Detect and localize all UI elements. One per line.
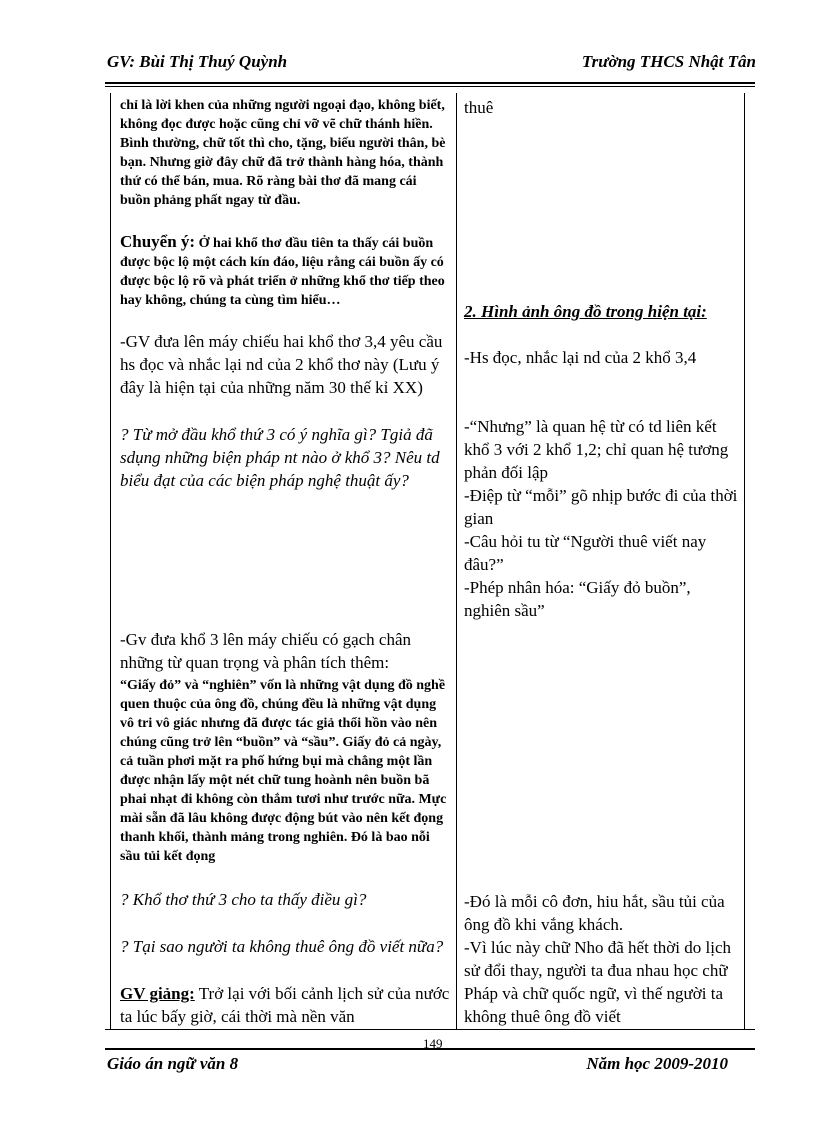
gv-underline-words: -Gv đưa khổ 3 lên máy chiếu có gạch chân những từ quan trọng và phân tích thêm: [120,630,412,672]
transition-label: Chuyển ý: [120,232,196,251]
table-bottom-rule [105,1029,755,1030]
page-number: 149 [423,1036,443,1051]
gv-show-stanzas: -GV đưa lên máy chiếu hai khổ thơ 3,4 yêu cầu hs đọc và nhắc lại nd của 2 khổ thơ này (Lưu ý đây là hiện tại của những năm 30 thế kỉ XX) [120,332,443,397]
question-why-not-hire: ? Tại sao người ta không thuê ông đồ viết nữa? [120,937,444,956]
gv-lecture [120,982,450,1028]
header-rule-thin [105,86,755,87]
analysis-paragraph: “Giấy đỏ” và “nghiên” vốn là những vật dụng đồ nghề quen thuộc của ông đồ, chúng đều là những vật dụng vô tri vô giác nhưng đã được tác giả thổi hồn vào nên chúng cũng trở lên “buồn” và “sầu”. Giấy đỏ cả ngày, cả tuần phơi mặt ra phố hứng bụi mà chẳng một lần được nhận lấy một nét chữ tung hoành nên buồn bã phai nhạt đi không còn thắm tươi như trước nữa. Mực mài sẵn đã lâu không được động bút vào nên kết đọng thanh khối, thành mảng trong nghiên. Đó là bao nỗi sầu tủi kết đọng [120,678,447,864]
answer-list [464,415,739,622]
answer-item: -Phép nhân hóa: “Giấy đỏ buồn”, nghiên sầu” [464,578,691,620]
transition-text: Ở hai khổ thơ đầu tiên ta thấy cái buồn được bộc lộ một cách kín đáo, liệu rằng cái buồn ấy có được bộc lộ rõ và phát triển ở những khổ thơ tiếp theo hay không, chúng ta cùng tìm hiểu… [120,236,445,308]
footer-school-year: Năm học 2009-2010 [586,1054,728,1073]
header-school: Trường THCS Nhật Tân [581,52,756,71]
answer-reason: -Vì lúc này chữ Nho đã hết thời do lịch sử đổi thay, người ta đua nhau học chữ Pháp và chữ quốc ngữ, vì thế người ta không thuê ông đồ viết [464,938,732,1026]
header-rule [105,82,755,84]
answer-item: -“Nhưng” là quan hệ từ có td liên kết khổ 3 với 2 khổ 1,2; chỉ quan hệ tương phản đối lập [464,417,729,482]
gv-lecture-text: Trở lại với bối cảnh lịch sử của nước ta lúc bấy giờ, cái thời mà nền văn [120,984,450,1026]
section-2-title: 2. Hình ảnh ông đồ trong hiện tại: [464,302,707,321]
question-stanza-3: ? Từ mở đầu khổ thứ 3 có ý nghĩa gì? Tgiả đã sdụng những biện pháp nt nào ở khổ 3? Nêu td biểu đạt của các biện pháp nghệ thuật ấy? [120,425,440,490]
question-stanza-3-meaning: ? Khổ thơ thứ 3 cho ta thấy điều gì? [120,890,367,909]
left-para-intro: chỉ là lời khen của những người ngoại đạo, không biết, không đọc được hoặc cũng chỉ vỡ vẽ chữ thánh hiền. Bình thường, chữ tốt thì cho, tặng, biếu người thân, bè bạn. Nhưng giờ đây chữ đã trở thành hàng hóa, thành thứ có thể bán, mua. Rõ ràng bài thơ đã mang cái buồn phảng phất ngay từ đầu. [120,98,446,208]
footer-subject: Giáo án ngữ văn 8 [107,1054,239,1073]
answer-lonely: -Đó là mỗi cô đơn, hiu hắt, sầu tủi của ông đồ khi vắng khách. [464,892,725,934]
column-divider [456,93,457,1029]
gv-lecture-label: GV giảng: [120,984,195,1003]
answer-read-stanzas: -Hs đọc, nhắc lại nd của 2 khổ 3,4 [464,348,697,367]
answer-item: -Điệp từ “mỗi” gõ nhịp bước đi của thời gian [464,486,738,528]
footer-rule [105,1048,755,1050]
answer-item: -Câu hỏi tu từ “Người thuê viết nay đâu?” [464,532,707,574]
transition-block [120,232,450,310]
header-teacher: GV: Bùi Thị Thuý Quỳnh [107,52,288,71]
lesson-table [110,93,745,1029]
right-top-word: thuê [464,98,494,117]
